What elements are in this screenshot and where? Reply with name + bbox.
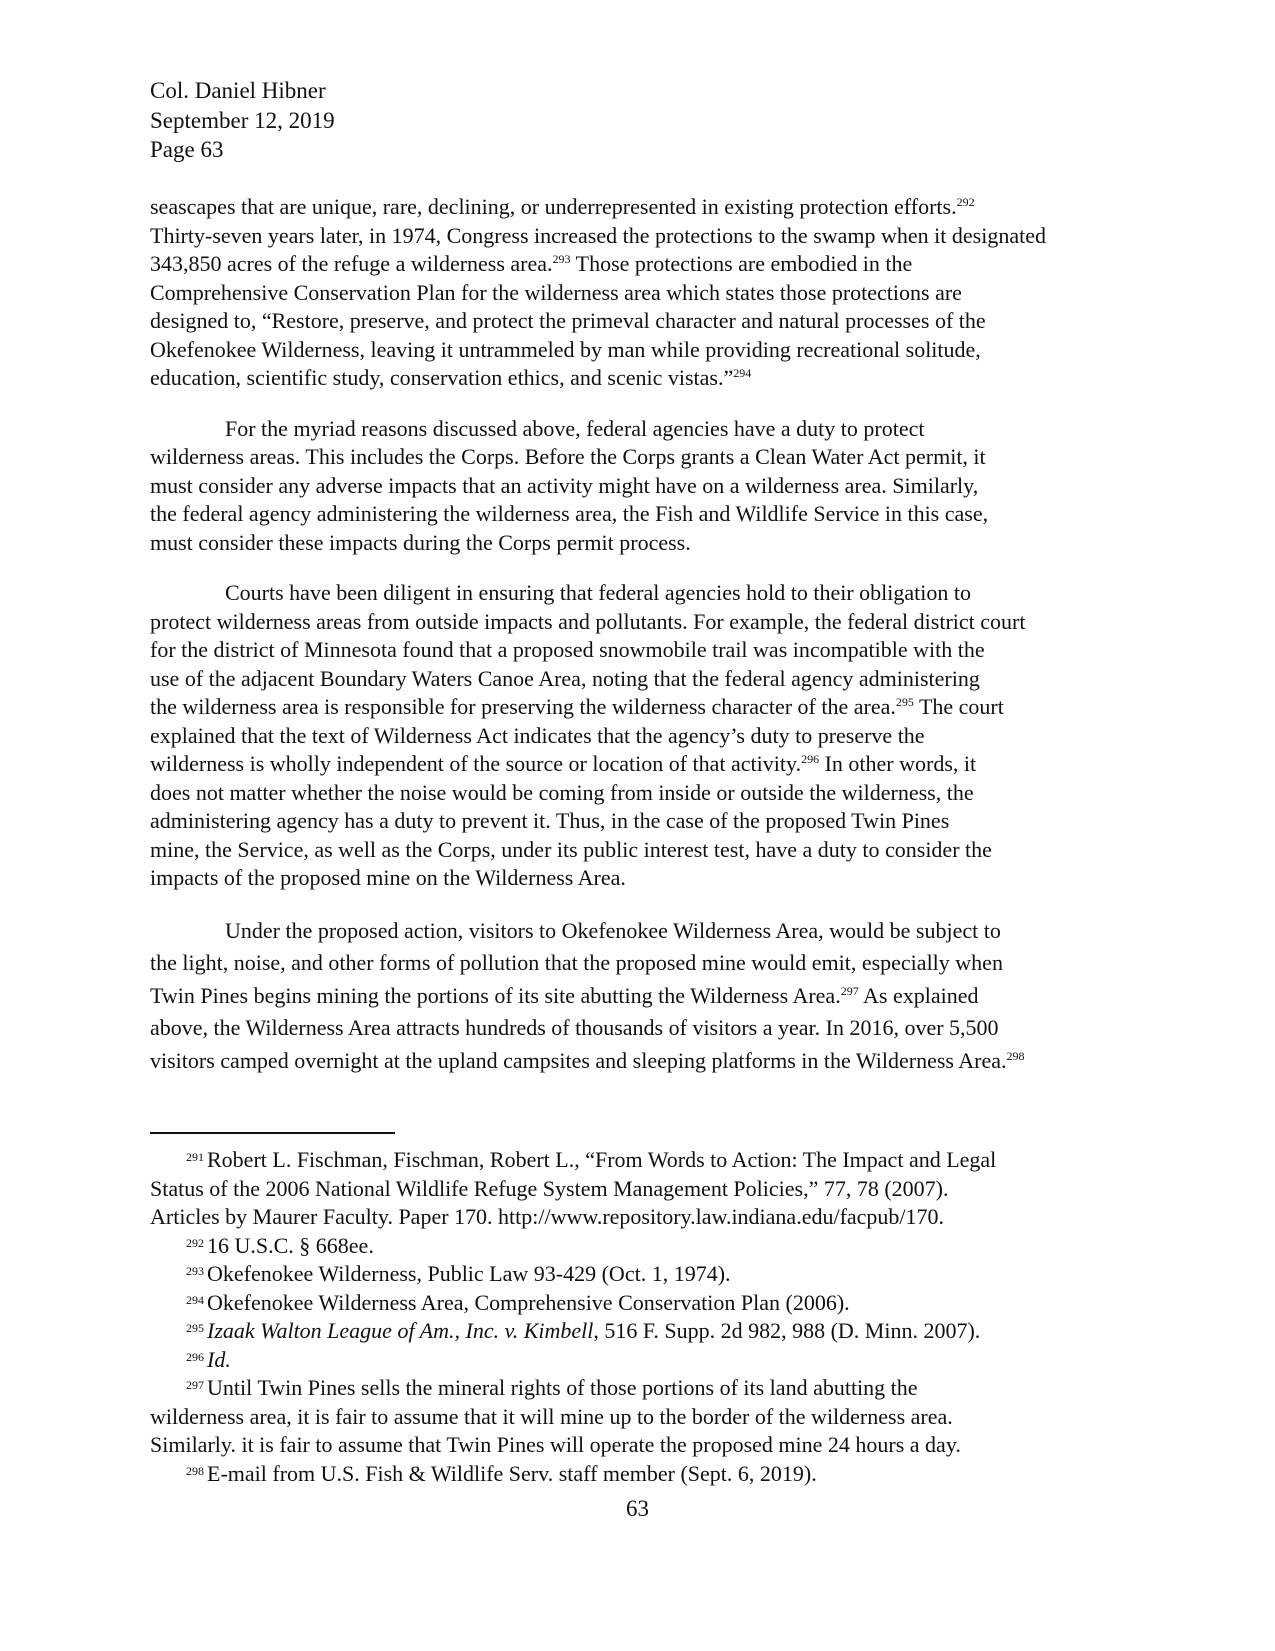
text-line: Thirty-seven years later, in 1974, Congress increased the protections to the swamp when it designated [150, 222, 1046, 248]
footnote-line: wilderness area, it is fair to assume that it will mine up to the border of the wilderness area. [150, 1403, 953, 1429]
text-line: above, the Wilderness Area attracts hundreds of thousands of visitors a year. In 2016, over 5,500 [150, 1015, 999, 1040]
text-line: must consider these impacts during the Corps permit process. [150, 529, 691, 555]
text-line: impacts of the proposed mine on the Wilderness Area. [150, 865, 626, 890]
footnote-number: 294 [186, 1292, 204, 1307]
text-line: administering agency has a duty to prevent it. Thus, in the case of the proposed Twin Pines [150, 808, 950, 833]
case-citation: Izaak Walton League of Am., Inc. v. Kimbell [207, 1318, 594, 1343]
footnote-number: 296 [186, 1349, 204, 1364]
text-line: the wilderness area is responsible for preserving the wilderness character of the area.$^{295}$ The court [150, 694, 1004, 719]
footnote-line: $^{298}$ E-mail from U.S. Fish & Wildlife Serv. staff member (Sept. 6, 2019). [186, 1460, 817, 1486]
footnote-line: $^{295}$ Izaak Walton League of Am., Inc. v. Kimbell, 516 F. Supp. 2d 982, 988 (D. Minn. 2007). [186, 1318, 981, 1343]
text-line: does not matter whether the noise would be coming from inside or outside the wilderness, the [150, 779, 974, 805]
footnote-number: 298 [186, 1463, 204, 1478]
footnote-reference[interactable]: 294 [733, 366, 752, 380]
footnote [150, 1317, 1125, 1346]
text-line: Twin Pines begins mining the portions of its site abutting the Wilderness Area.$^{297}$ As explained [150, 982, 979, 1008]
footnote [150, 1346, 1125, 1375]
text-line: Courts have been diligent in ensuring that federal agencies hold to their obligation to [225, 580, 971, 605]
footnote-line: $^{293}$ Okefenokee Wilderness, Public Law 93-429 (Oct. 1, 1974). [186, 1261, 731, 1286]
footnote-reference[interactable]: 296 [801, 752, 820, 766]
footnote [150, 1260, 1125, 1289]
footnote-separator [150, 1132, 395, 1134]
text-line: Comprehensive Conservation Plan for the wilderness area which states those protections are [150, 279, 962, 305]
footnote-line: $^{297}$ Until Twin Pines sells the mineral rights of those portions of its land abutting the [186, 1375, 918, 1400]
text-line: 343,850 acres of the refuge a wilderness area.$^{293}$ Those protections are embodied in the [150, 251, 913, 276]
body-text [150, 193, 1125, 1099]
footnote-number: 297 [186, 1378, 204, 1392]
footnote-line [150, 1346, 1125, 1375]
footnote-number: 293 [186, 1264, 204, 1278]
letter-date: September 12, 2019 [150, 107, 335, 133]
text-line: mine, the Service, as well as the Corps, under its public interest test, have a duty to consider the [150, 836, 992, 862]
text-line: explained that the text of Wilderness Act indicates that the agency’s duty to preserve the [150, 722, 925, 748]
text-line: Under the proposed action, visitors to Okefenokee Wilderness Area, would be subject to [225, 917, 1001, 943]
footnote [150, 1232, 1125, 1261]
text-line: wilderness is wholly independent of the source or location of that activity.$^{296}$ In other words, it [150, 751, 977, 776]
footnote-line: $^{292}$ 16 U.S.C. § 668ee. [186, 1232, 374, 1258]
footnote-reference[interactable]: 297 [840, 983, 859, 998]
footnote-reference[interactable]: 298 [1006, 1048, 1025, 1063]
text-line: the light, noise, and other forms of pollution that the proposed mine would emit, especially when [150, 950, 1003, 975]
footnote-line: Articles by Maurer Faculty. Paper 170. http://www.repository.law.indiana.edu/facpub/170. [150, 1204, 945, 1229]
footnote-number: 292 [186, 1235, 204, 1250]
footnotes [150, 1146, 1125, 1488]
body-paragraph [150, 579, 1125, 893]
footnote-line: Similarly. it is fair to assume that Twin Pines will operate the proposed mine 24 hours a day. [150, 1432, 961, 1457]
text-line: protect wilderness areas from outside impacts and pollutants. For example, the federal district court [150, 608, 1026, 634]
body-paragraph [150, 415, 1125, 558]
text-line: wilderness areas. This includes the Corps. Before the Corps grants a Clean Water Act permit, it [150, 444, 986, 469]
recipient-name: Col. Daniel Hibner [150, 78, 326, 103]
body-paragraph [150, 915, 1125, 1078]
footnote-reference[interactable]: 293 [552, 252, 571, 266]
footnote-line: $^{294}$ Okefenokee Wilderness Area, Comprehensive Conservation Plan (2006). [186, 1289, 850, 1315]
text-line: education, scientific study, conservation ethics, and scenic vistas.”$^{294}$ [150, 365, 752, 390]
footnote [150, 1374, 1125, 1460]
text-line: Okefenokee Wilderness, leaving it untrammeled by man while providing recreational solitude, [150, 336, 981, 362]
page-number: 63 [626, 1496, 649, 1521]
footnote-line: $^{291}$ Robert L. Fischman, Fischman, Robert L., “From Words to Action: The Impact and Legal [186, 1147, 997, 1172]
footnote-line: Status of the 2006 National Wildlife Refuge System Management Policies,” 77, 78 (2007). [150, 1175, 949, 1201]
text-line: the federal agency administering the wilderness area, the Fish and Wildlife Service in this case, [150, 501, 989, 526]
text-line: for the district of Minnesota found that a proposed snowmobile trail was incompatible with the [150, 637, 985, 662]
footnote-reference[interactable]: 295 [895, 695, 914, 709]
body-paragraph [150, 193, 1125, 393]
footnote-number: 295 [186, 1321, 204, 1335]
footnote-reference[interactable]: 292 [956, 195, 975, 209]
letterhead-page: Page 63 [150, 137, 224, 162]
text-line: seascapes that are unique, rare, declining, or underrepresented in existing protection efforts.$^{292}$ [150, 194, 975, 219]
text-line: designed to, “Restore, preserve, and protect the primeval character and natural processes of the [150, 308, 986, 333]
footnote [150, 1460, 1125, 1489]
text-line: For the myriad reasons discussed above, federal agencies have a duty to protect [225, 415, 925, 441]
case-citation: Id. [207, 1346, 231, 1372]
letterhead [150, 76, 335, 165]
text-line: must consider any adverse impacts that an activity might have on a wilderness area. Similarly, [150, 472, 979, 498]
footnote [150, 1289, 1125, 1318]
footnote-number: 291 [186, 1150, 204, 1164]
text-line: visitors camped overnight at the upland campsites and sleeping platforms in the Wilderness Area.$^{298}$ [150, 1047, 1025, 1073]
text-line: use of the adjacent Boundary Waters Canoe Area, noting that the federal agency administering [150, 665, 980, 691]
footnote [150, 1146, 1125, 1232]
